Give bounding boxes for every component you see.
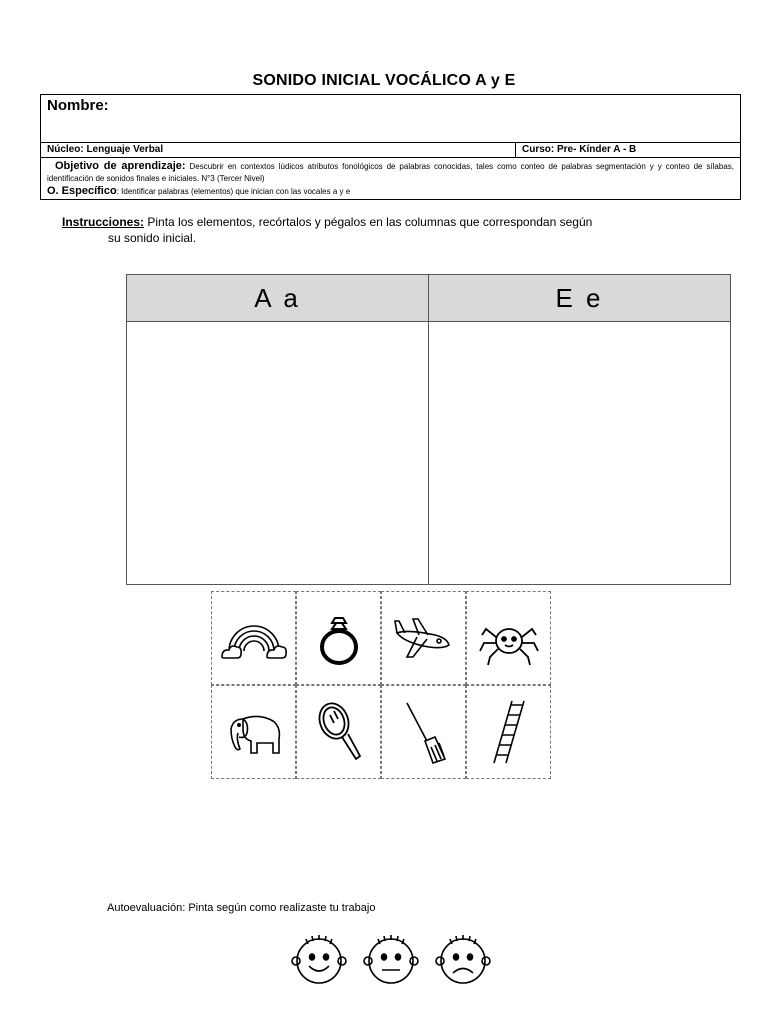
broom-icon [389, 697, 459, 767]
cutout-grid [211, 591, 551, 779]
cutout-spider[interactable] [466, 591, 551, 685]
self-evaluation-faces [290, 930, 490, 988]
instructions-line1: Pinta los elementos, recórtalos y pégalos en las columnas que correspondan según [144, 215, 593, 229]
self-evaluation-text: Autoevaluación: Pinta según como realizaste tu trabajo [107, 902, 376, 914]
column-a-header: A a [127, 275, 428, 322]
objectives [41, 158, 740, 200]
happy-face-icon[interactable] [290, 930, 348, 988]
cutout-elephant[interactable] [211, 685, 296, 779]
elephant-icon [219, 697, 289, 767]
ring-icon [304, 603, 374, 673]
cutout-airplane[interactable] [381, 591, 466, 685]
especifico-text: : Identificar palabras (elementos) que inician con las vocales a y e [116, 187, 351, 196]
column-e [429, 275, 730, 584]
sorting-board [126, 274, 731, 585]
neutral-face-icon[interactable] [362, 930, 420, 988]
nucleo-cell: Núcleo: Lenguaje Verbal [41, 143, 516, 157]
especifico-label: O. Específico [47, 185, 117, 197]
objetivo-text: Descubrir en contextos lúdicos atributos fonológicos de palabras conocidas, tales como conteo de palabras segmentación y y conteo de sílabas, identificación de sonidos finales e iniciales. N°3 (Tercer Nivel) [47, 162, 735, 183]
spider-icon [474, 603, 544, 673]
cutout-broom[interactable] [381, 685, 466, 779]
curso-cell: Curso: Pre- Kínder A - B [522, 144, 637, 155]
rainbow-icon [219, 603, 289, 673]
airplane-icon [389, 603, 459, 673]
column-a [127, 275, 429, 584]
instructions-line2: su sonido inicial. [108, 231, 197, 245]
header-box [40, 94, 741, 200]
instructions-label: Instrucciones: [62, 215, 145, 229]
worksheet-title: SONIDO INICIAL VOCÁLICO A y E [252, 72, 516, 89]
ladder-icon [474, 697, 544, 767]
nucleo-curso-row [41, 143, 740, 158]
cutout-mirror[interactable] [296, 685, 381, 779]
name-label: Nombre: [47, 97, 109, 114]
column-e-header: E e [429, 275, 730, 322]
cutout-rainbow[interactable] [211, 591, 296, 685]
name-field[interactable] [41, 95, 740, 143]
mirror-icon [304, 697, 374, 767]
instructions [62, 214, 682, 246]
cutout-ring[interactable] [296, 591, 381, 685]
cutout-ladder[interactable] [466, 685, 551, 779]
sad-face-icon[interactable] [434, 930, 492, 988]
objetivo-label: Objetivo de aprendizaje: [55, 160, 186, 172]
